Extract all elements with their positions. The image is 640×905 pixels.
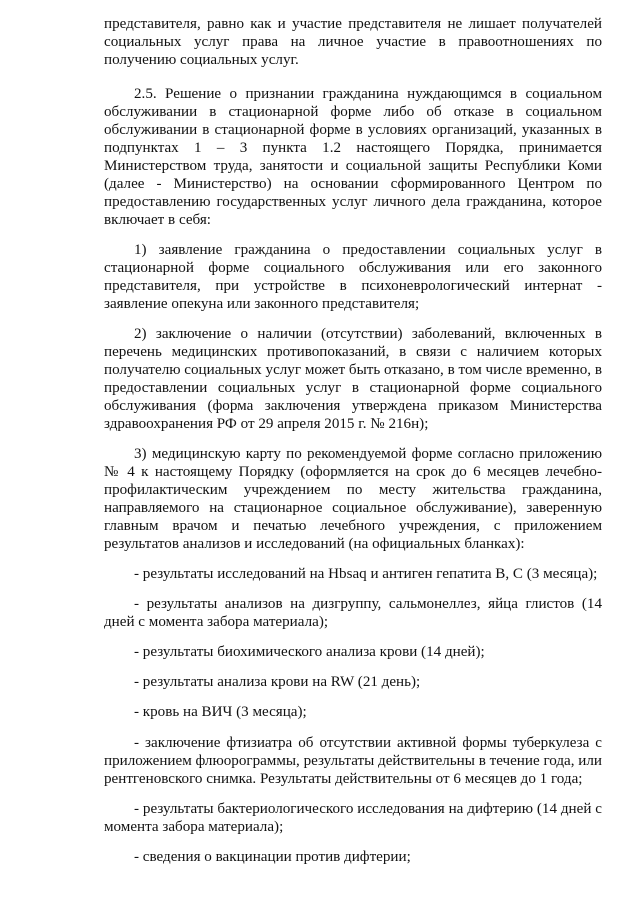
list-item: - результаты анализа крови на RW (21 день); — [134, 674, 421, 690]
list-item: - кровь на ВИЧ (3 месяца); — [134, 704, 307, 720]
list-item: - заключение фтизиатра об отсутствии активной формы туберкулеза с приложением флюорограммы, результаты действительны в течение года, или рентгеновского снимка. Результаты действительны от 6 месяцев до 1 года; — [104, 735, 602, 787]
list-item: - сведения о вакцинации против дифтерии; — [134, 849, 411, 865]
paragraph-2-5: 2.5. Решение о признании гражданина нуждающимся в социальном обслуживании в стационарной форме либо об отказе в социальном обслуживании в стационарной форме в условиях организаций, указанных в подпунктах 1 – 3 пункта 1.2 настоящего Порядка, принимается Министерством труда, занятости и социальной защиты Республики Коми (далее - Министерство) на основании сформированного Центром по предоставлению государственных услуг личного дела гражданина, которое включает в себя: — [104, 86, 602, 228]
list-item: - результаты анализов на дизгруппу, сальмонеллез, яйца глистов (14 дней с момента забора материала); — [104, 596, 602, 630]
paragraph-continuation: представителя, равно как и участие представителя не лишает получателей социальных услуг права на личное участие в правоотношениях по получению социальных услуг. — [104, 16, 602, 68]
paragraph-item-3: 3) медицинскую карту по рекомендуемой форме согласно приложению № 4 к настоящему Порядку (оформляется на срок до 6 месяцев лечебно-профилактическим учреждением по месту жительства гражданина, направляемого на стационарное социальное обслуживание), заверенную главным врачом и печатью лечебного учреждения, с приложением результатов анализов и исследований (на официальных бланках): — [104, 446, 602, 552]
list-item: - результаты биохимического анализа крови (14 дней); — [134, 644, 485, 660]
paragraph-item-1: 1) заявление гражданина о предоставлении социальных услуг в стационарной форме социального обслуживания или его законного представителя, при устройстве в психоневрологический интернат - заявление опекуна или законного представителя; — [104, 242, 602, 312]
paragraph-item-2: 2) заключение о наличии (отсутствии) заболеваний, включенных в перечень медицинских противопоказаний, в связи с наличием которых получателю социальных услуг может быть отказано, в том числе временно, в предоставлении социальных услуг в стационарной форме социального обслуживания (форма заключения утверждена приказом Министерства здравоохранения РФ от 29 апреля 2015 г. № 216н); — [104, 326, 602, 432]
list-item: - результаты исследований на Hbsaq и антиген гепатита В, С (3 месяца); — [134, 566, 598, 582]
list-item: - результаты бактериологического исследования на дифтерию (14 дней с момента забора материала); — [104, 801, 602, 835]
